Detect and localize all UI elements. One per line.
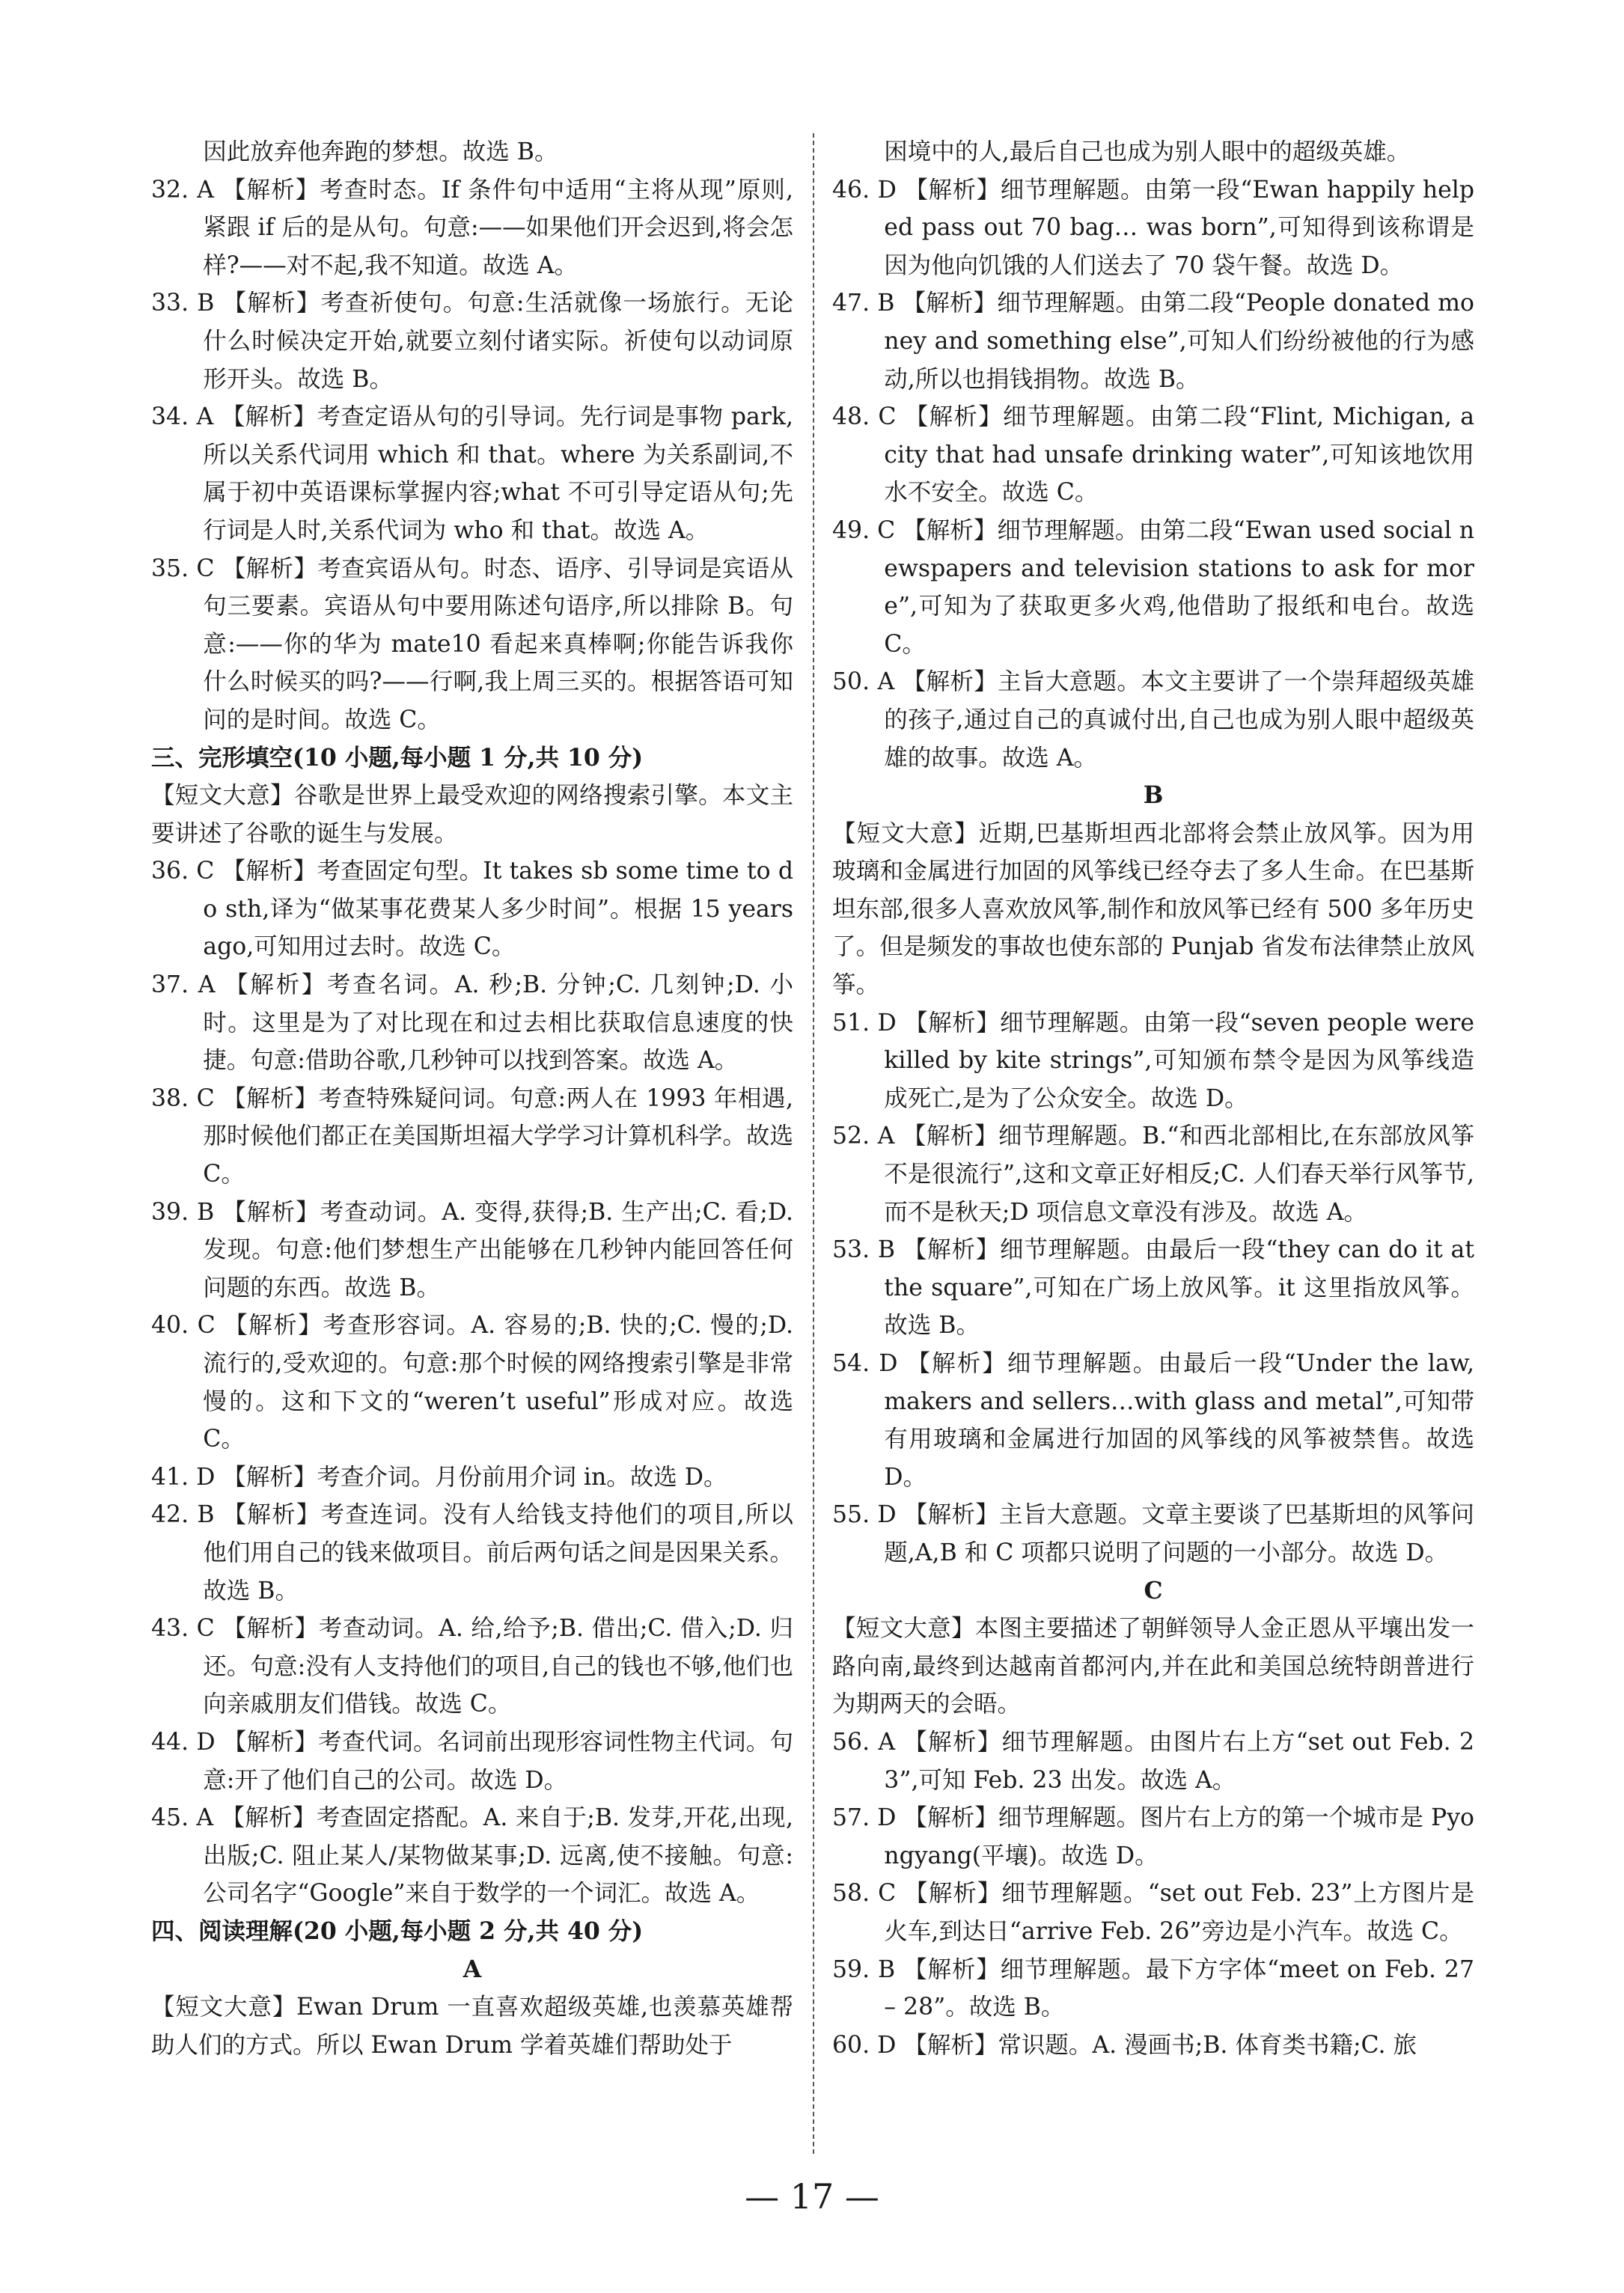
answer-entry: 59. B 【解析】细节理解题。最下方字体“meet on Feb. 27 – 28”。故选 B。 <box>832 1955 1474 2021</box>
section-heading: 三、完形填空(10 小题,每小题 1 分,共 10 分) <box>151 743 644 772</box>
answer-entry: 52. A 【解析】细节理解题。B.“和西北部相比,在东部放风筝不是很流行”,这和文章正好相反;C. 人们春天举行风筝节,而不是秋天;D 项信息文章没有涉及。故选 A。 <box>832 1123 1474 1226</box>
answer-entry: 37. A 【解析】考查名词。A. 秒;B. 分钟;C. 几刻钟;D. 小时。这里是为了对比现在和过去相比获取信息速度的快捷。句意:借助谷歌,几秒钟可以找到答案。故选 A。 <box>151 971 793 1075</box>
left-column <box>151 133 793 2064</box>
answer-entry: 33. B 【解析】考查祈使句。句意:生活就像一场旅行。无论什么时候决定开始,就要立刻付诸实际。祈使句以动词原形开头。故选 B。 <box>151 290 793 393</box>
answer-entry: 38. C 【解析】考查特殊疑问词。句意:两人在 1993 年相遇,那时候他们都正在美国斯坦福大学学习计算机科学。故选 C。 <box>151 1084 793 1188</box>
answer-entry: 40. C 【解析】考查形容词。A. 容易的;B. 快的;C. 慢的;D. 流行的,受欢迎的。句意:那个时候的网络搜索引擎是非常慢的。这和下文的“weren’t useful”形成对应。故选 C。 <box>151 1312 793 1453</box>
answer-entry: 32. A 【解析】考查时态。If 条件句中适用“主将从现”原则,紧跟 if 后的是从句。句意:——如果他们开会迟到,将会怎样?——对不起,我不知道。故选 A。 <box>151 176 793 279</box>
answer-entry: 48. C 【解析】细节理解题。由第二段“Flint, Michigan, a city that had unsafe drinking water”,可知该地饮用水不安全。故选 C。 <box>832 403 1474 507</box>
answer-entry: 46. D 【解析】细节理解题。由第一段“Ewan happily helped pass out 70 bag… was born”,可知得到该称谓是因为他向饥饿的人们送去了 70 袋午餐。故选 D。 <box>832 176 1474 279</box>
answer-entry: 55. D 【解析】主旨大意题。文章主要谈了巴基斯坦的风筝问题,A,B 和 C 项都只说明了问题的一小部分。故选 D。 <box>832 1501 1474 1566</box>
answer-entry: 39. B 【解析】考查动词。A. 变得,获得;B. 生产出;C. 看;D. 发现。句意:他们梦想生产出能够在几秒钟内能回答任何问题的东西。故选 B。 <box>151 1198 793 1301</box>
answer-entry: 41. D 【解析】考查介词。月份前用介词 in。故选 D。 <box>151 1463 727 1491</box>
answer-entry: 35. C 【解析】考查宾语从句。时态、语序、引导词是宾语从句三要素。宾语从句中要用陈述句语序,所以排除 B。句意:——你的华为 mate10 看起来真棒啊;你能告诉我你什么时候买的吗?——行啊,我上周三买的。根据答语可知问的是时间。故选 C。 <box>151 555 793 733</box>
answer-entry: 54. D 【解析】细节理解题。由最后一段“Under the law, makers and sellers…with glass and metal”,可知带有用玻璃和金属进行加固的风筝线的风筝被禁售。故选 D。 <box>832 1350 1474 1491</box>
answer-entry: 34. A 【解析】考查定语从句的引导词。先行词是事物 park,所以关系代词用 which 和 that。where 为关系副词,不属于初中英语课标掌握内容;what 不可引导定语从句;先行词是人时,关系代词为 who 和 that。故选 A。 <box>151 403 793 544</box>
passage-summary: 【短文大意】本图主要描述了朝鲜领导人金正恩从平壤出发一路向南,最终到达越南首都河内,并在此和美国总统特朗普进行为期两天的会晤。 <box>832 1615 1474 1718</box>
answer-entry: 57. D 【解析】细节理解题。图片右上方的第一个城市是 Pyongyang(平壤)。故选 D。 <box>832 1804 1474 1869</box>
answer-entry: 47. B 【解析】细节理解题。由第二段“People donated money and something else”,可知人们纷纷被他的行为感动,所以也捐钱捐物。故选 B。 <box>832 290 1474 393</box>
passage-label: C <box>1144 1576 1163 1605</box>
column-divider <box>813 133 814 2154</box>
answer-entry: 60. D 【解析】常识题。A. 漫画书;B. 体育类书籍;C. 旅 <box>832 2031 1417 2059</box>
section-heading: 四、阅读理解(20 小题,每小题 2 分,共 40 分) <box>151 1917 644 1945</box>
passage-summary: 【短文大意】谷歌是世界上最受欢迎的网络搜索引擎。本文主要讲述了谷歌的诞生与发展。 <box>151 782 793 847</box>
answer-entry: 56. A 【解析】细节理解题。由图片右上方“set out Feb. 23”,可知 Feb. 23 出发。故选 A。 <box>832 1728 1474 1794</box>
answer-entry: 45. A 【解析】考查固定搭配。A. 来自于;B. 发芽,开花,出现,出版;C. 阻止某人/某物做某事;D. 远离,使不接触。句意:公司名字“Google”来自于数学的一个词汇。故选 A。 <box>151 1804 793 1908</box>
answer-entry: 44. D 【解析】考查代词。名词前出现形容词性物主代词。句意:开了他们自己的公司。故选 D。 <box>151 1728 793 1794</box>
passage-label: B <box>1143 781 1164 810</box>
answer-entry: 50. A 【解析】主旨大意题。本文主要讲了一个崇拜超级英雄的孩子,通过自己的真诚付出,自己也成为别人眼中超级英雄的故事。故选 A。 <box>832 668 1474 772</box>
answer-entry: 53. B 【解析】细节理解题。由最后一段“they can do it at the square”,可知在广场上放风筝。it 这里指放风筝。故选 B。 <box>832 1236 1474 1340</box>
passage-summary: 【短文大意】近期,巴基斯坦西北部将会禁止放风筝。因为用玻璃和金属进行加固的风筝线已经夺去了多人生命。在巴基斯坦东部,很多人喜欢放风筝,制作和放风筝已经有 500 多年历史了。但是频发的事故也使东部的 Punjab 省发布法律禁止放风筝。 <box>832 819 1474 999</box>
passage-summary: 【短文大意】Ewan Drum 一直喜欢超级英雄,也羡慕英雄帮助人们的方式。所以 Ewan Drum 学着英雄们帮助处于 <box>151 1994 793 2059</box>
answer-entry: 36. C 【解析】考查固定句型。It takes sb some time to do sth,译为“做某事花费某人多少时间”。根据 15 years ago,可知用过去时。故选 C。 <box>151 858 793 961</box>
continued-text: 困境中的人,最后自己也成为别人眼中的超级英雄。 <box>884 138 1411 165</box>
answer-entry: 43. C 【解析】考查动词。A. 给,给予;B. 借出;C. 借入;D. 归还。句意:没有人支持他们的项目,自己的钱也不够,他们也向亲戚朋友们借钱。故选 C。 <box>151 1615 793 1718</box>
answer-entry: 58. C 【解析】细节理解题。“set out Feb. 23”上方图片是火车,到达日“arrive Feb. 26”旁边是小汽车。故选 C。 <box>832 1880 1474 1945</box>
passage-label: A <box>463 1955 482 1983</box>
page-number: — 17 — <box>745 2176 879 2217</box>
answer-entry: 49. C 【解析】细节理解题。由第二段“Ewan used social newspapers and television stations to ask for more”,可知为了获取更多火鸡,他借助了报纸和电台。故选 C。 <box>832 516 1474 658</box>
answer-entry: 42. B 【解析】考查连词。没有人给钱支持他们的项目,所以他们用自己的钱来做项目。前后两句话之间是因果关系。故选 B。 <box>151 1501 793 1605</box>
right-column <box>832 133 1474 2064</box>
answer-entry: 51. D 【解析】细节理解题。由第一段“seven people were killed by kite strings”,可知颁布禁令是因为风筝线造成死亡,是为了公众安全。故选 D。 <box>832 1009 1474 1112</box>
continued-text: 因此放弃他奔跑的梦想。故选 B。 <box>203 138 558 165</box>
